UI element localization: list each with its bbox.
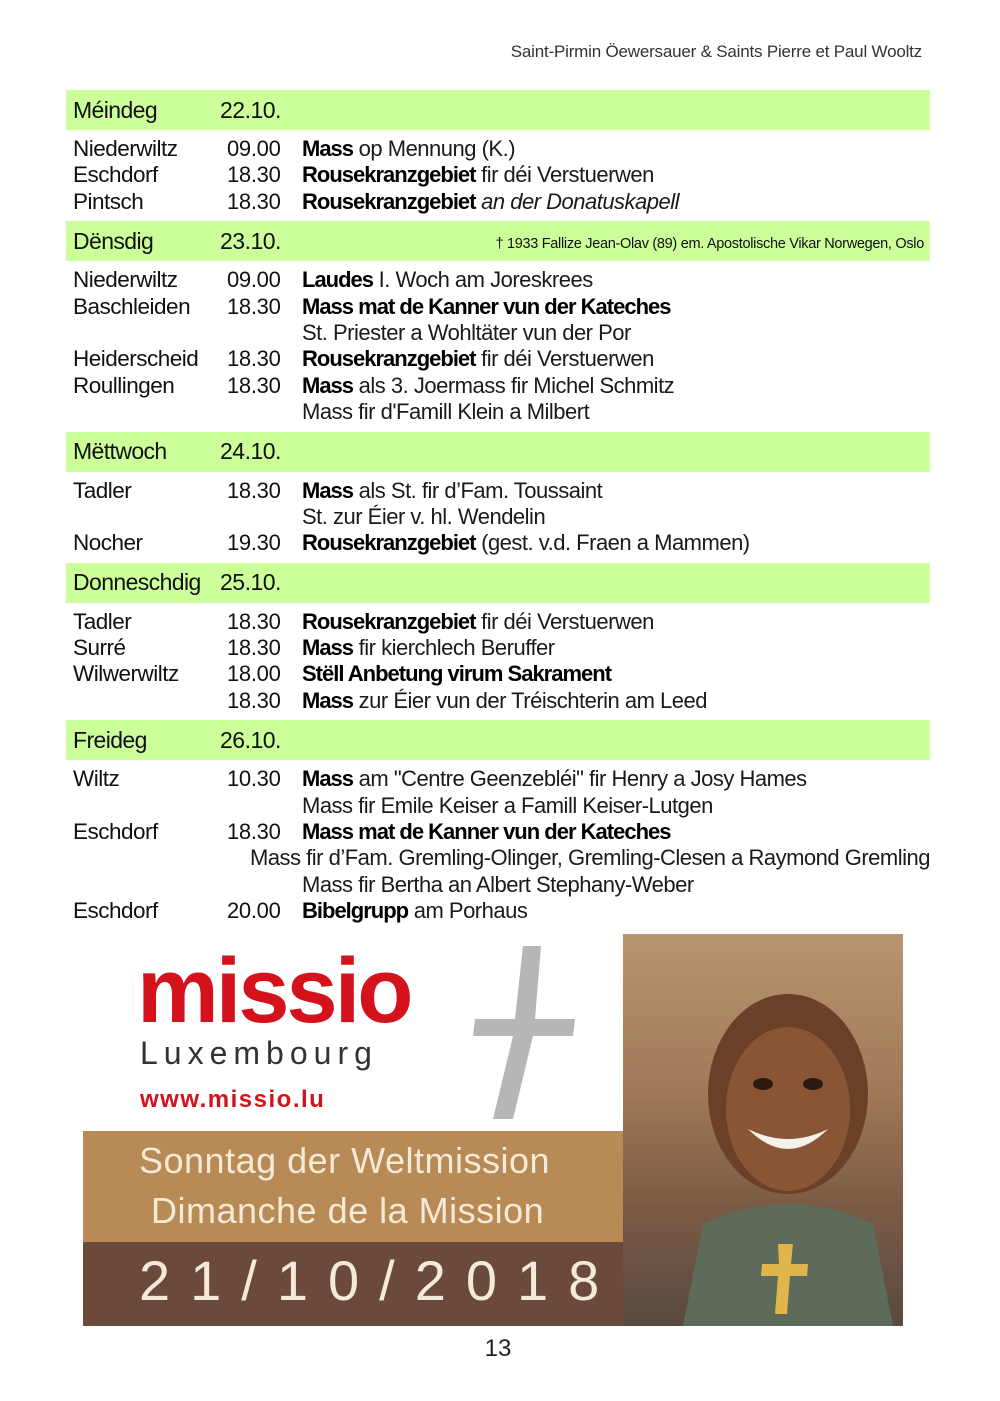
event-description bbox=[302, 373, 930, 399]
event-time: 18.30 bbox=[227, 687, 281, 713]
event-row bbox=[66, 609, 930, 635]
event-description bbox=[302, 635, 930, 661]
day-header bbox=[66, 221, 930, 261]
page-number: 13 bbox=[484, 1335, 512, 1362]
ad-title-fr: Dimanche de la Mission bbox=[151, 1190, 545, 1231]
day-header bbox=[66, 720, 930, 760]
event-time: 18.30 bbox=[227, 293, 281, 319]
event-description bbox=[302, 136, 930, 162]
event-description bbox=[250, 845, 930, 871]
day-name: Donneschdig bbox=[73, 569, 201, 596]
event-row bbox=[66, 346, 930, 372]
day-date: 26.10. bbox=[220, 726, 281, 753]
event-time: 10.30 bbox=[227, 766, 281, 792]
day-name: Dënsdig bbox=[73, 227, 154, 254]
event-place: Eschdorf bbox=[73, 819, 158, 845]
event-detail: als 3. Joermass fir Michel Schmitz bbox=[353, 372, 675, 398]
event-description bbox=[302, 898, 930, 924]
event-type: Mass bbox=[302, 136, 354, 161]
event-place bbox=[66, 688, 225, 714]
day-header bbox=[66, 563, 930, 603]
event-time bbox=[225, 872, 302, 898]
event-description bbox=[302, 294, 930, 320]
event-row bbox=[66, 399, 930, 425]
event-description bbox=[302, 267, 930, 293]
schedule bbox=[66, 90, 930, 931]
event-list bbox=[66, 472, 930, 563]
missio-logo: missio bbox=[137, 940, 411, 1042]
day-date: 24.10. bbox=[220, 438, 281, 465]
event-detail: fir déi Verstuerwen bbox=[475, 608, 654, 634]
event-place bbox=[66, 504, 225, 530]
event-place: Eschdorf bbox=[73, 162, 158, 188]
event-type: Mass bbox=[302, 477, 354, 503]
event-type: Rousekranzgebiet bbox=[302, 608, 476, 634]
event-time: 09.00 bbox=[227, 267, 281, 293]
event-detail: zur Éier vun der Tréischterin am Leed bbox=[353, 687, 707, 713]
event-row bbox=[66, 267, 930, 293]
event-row bbox=[66, 845, 930, 871]
event-description bbox=[302, 872, 930, 898]
event-row bbox=[66, 189, 930, 215]
event-place: Pintsch bbox=[73, 188, 144, 214]
event-type: Bibelgrupp bbox=[302, 898, 409, 924]
event-description bbox=[302, 399, 930, 425]
event-row bbox=[66, 793, 930, 819]
event-time: 18.30 bbox=[227, 477, 281, 503]
event-type: Rousekranzgebiet bbox=[302, 346, 476, 372]
event-row bbox=[66, 294, 930, 320]
event-place: Surré bbox=[73, 635, 126, 661]
event-description bbox=[302, 189, 930, 215]
event-place: Baschleiden bbox=[73, 293, 191, 319]
event-place bbox=[66, 872, 225, 898]
event-description bbox=[302, 530, 930, 556]
event-detail: fir kierchlech Beruffer bbox=[353, 635, 555, 661]
event-type: Mass bbox=[302, 372, 354, 398]
event-type: Rousekranzgebiet bbox=[302, 530, 476, 556]
event-row bbox=[66, 530, 930, 556]
event-row bbox=[66, 635, 930, 661]
event-row bbox=[66, 819, 930, 845]
event-description bbox=[302, 661, 930, 687]
event-type: Rousekranzgebiet bbox=[302, 162, 476, 188]
event-type: Stëll Anbetung virum Sakrament bbox=[302, 661, 612, 687]
event-list bbox=[66, 130, 930, 221]
event-detail: Mass fir Emile Keiser a Famill Keiser-Lutgen bbox=[302, 792, 713, 818]
event-detail-italic: an der Donatuskapell bbox=[481, 188, 680, 214]
day-name: Freideg bbox=[73, 726, 147, 753]
day-header bbox=[66, 90, 930, 130]
event-detail: als St. fir d’Fam. Toussaint bbox=[353, 477, 603, 503]
event-description bbox=[302, 346, 930, 372]
event-time bbox=[225, 320, 302, 346]
event-detail: fir déi Verstuerwen bbox=[475, 346, 654, 372]
event-description bbox=[302, 819, 930, 845]
event-detail: op Mennung (K.) bbox=[353, 136, 516, 161]
event-place: Nocher bbox=[73, 530, 143, 556]
event-row bbox=[66, 504, 930, 530]
event-time: 19.30 bbox=[227, 530, 281, 556]
event-place bbox=[66, 320, 225, 346]
event-list bbox=[66, 261, 930, 431]
event-row bbox=[66, 320, 930, 346]
event-row bbox=[66, 136, 930, 162]
event-time: 18.30 bbox=[227, 635, 281, 661]
event-description bbox=[302, 688, 930, 714]
event-place: Niederwiltz bbox=[73, 136, 178, 161]
day-note: † 1933 Fallize Jean-Olav (89) em. Apostolische Vikar Norwegen, Oslo bbox=[495, 236, 924, 253]
event-place: Wilwerwiltz bbox=[73, 661, 179, 687]
ad-title-de: Sonntag der Weltmission bbox=[139, 1140, 551, 1181]
day-date: 22.10. bbox=[220, 96, 281, 123]
event-detail: Mass fir d'Famill Klein a Milbert bbox=[302, 399, 590, 425]
event-type: Rousekranzgebiet bbox=[302, 188, 476, 214]
event-time bbox=[190, 845, 250, 871]
event-description bbox=[302, 766, 930, 792]
event-place: Eschdorf bbox=[73, 898, 158, 924]
event-description bbox=[302, 504, 930, 530]
ad-logo-panel bbox=[83, 934, 623, 1131]
event-time bbox=[225, 504, 302, 530]
event-description bbox=[302, 320, 930, 346]
event-time: 18.30 bbox=[227, 162, 281, 188]
event-place: Heiderscheid bbox=[73, 346, 199, 372]
event-time: 20.00 bbox=[227, 898, 281, 924]
child-photo bbox=[623, 934, 903, 1326]
event-place: Tadler bbox=[73, 608, 132, 634]
ad-title-panel bbox=[83, 1131, 623, 1242]
day-date: 23.10. bbox=[220, 227, 281, 254]
day-name: Méindeg bbox=[73, 96, 158, 123]
event-place: Roullingen bbox=[73, 372, 175, 398]
event-time: 18.30 bbox=[227, 608, 281, 634]
child-portrait-icon bbox=[623, 934, 903, 1326]
event-type: Mass bbox=[302, 766, 354, 792]
event-type: Laudes bbox=[302, 267, 374, 293]
page-header: Saint-Pirmin Öewersauer & Saints Pierre et Paul Wooltz bbox=[510, 42, 922, 61]
event-place: Tadler bbox=[73, 477, 132, 503]
event-detail: St. zur Éier v. hl. Wendelin bbox=[302, 503, 546, 529]
event-type: Mass mat de Kanner vun der Kateches bbox=[302, 819, 671, 845]
event-time bbox=[225, 793, 302, 819]
event-time: 18.30 bbox=[227, 346, 281, 372]
event-row bbox=[66, 766, 930, 792]
event-time: 18.30 bbox=[227, 188, 281, 214]
event-type: Mass bbox=[302, 687, 354, 713]
event-time: 18.30 bbox=[227, 819, 281, 845]
ad-date-panel bbox=[83, 1242, 623, 1326]
day-name: Mëttwoch bbox=[73, 438, 167, 465]
event-list bbox=[66, 760, 930, 930]
event-place bbox=[66, 793, 225, 819]
event-description bbox=[302, 478, 930, 504]
event-detail: St. Priester a Wohltäter vun der Por bbox=[302, 319, 631, 345]
event-description bbox=[302, 162, 930, 188]
event-row bbox=[66, 373, 930, 399]
event-detail: Mass fir d’Fam. Gremling-Olinger, Gremling-Clesen a Raymond Gremling bbox=[250, 845, 930, 871]
event-detail: am "Centre Geenzebléi" fir Henry a Josy Hames bbox=[353, 766, 807, 792]
day-date: 25.10. bbox=[220, 569, 281, 596]
event-row bbox=[66, 478, 930, 504]
event-detail: fir déi Verstuerwen bbox=[475, 162, 654, 188]
event-list bbox=[66, 603, 930, 721]
event-time: 18.30 bbox=[227, 372, 281, 398]
event-description bbox=[302, 793, 930, 819]
ad-url[interactable]: www.missio.lu bbox=[140, 1086, 326, 1113]
ad-date: 21/10/2018 bbox=[139, 1249, 620, 1312]
event-time: 09.00 bbox=[227, 136, 281, 161]
event-place: Wiltz bbox=[73, 766, 120, 792]
event-type: Mass bbox=[302, 635, 354, 661]
event-row bbox=[66, 661, 930, 687]
event-time bbox=[225, 399, 302, 425]
day-header bbox=[66, 432, 930, 472]
event-row bbox=[66, 688, 930, 714]
event-place: Niederwiltz bbox=[73, 267, 178, 293]
event-time: 18.00 bbox=[227, 661, 281, 687]
event-detail: Mass fir Bertha an Albert Stephany-Weber bbox=[302, 871, 694, 897]
event-detail: I. Woch am Joreskrees bbox=[373, 267, 593, 293]
event-row bbox=[66, 898, 930, 924]
event-place bbox=[66, 845, 190, 871]
event-detail: (gest. v.d. Fraen a Mammen) bbox=[475, 530, 750, 556]
event-row bbox=[66, 162, 930, 188]
event-detail: am Porhaus bbox=[408, 898, 528, 924]
missio-advertisement bbox=[83, 934, 903, 1326]
event-place bbox=[66, 399, 225, 425]
event-description bbox=[302, 609, 930, 635]
event-row bbox=[66, 872, 930, 898]
event-type: Mass mat de Kanner vun der Kateches bbox=[302, 293, 671, 319]
ad-country: Luxembourg bbox=[140, 1035, 378, 1071]
